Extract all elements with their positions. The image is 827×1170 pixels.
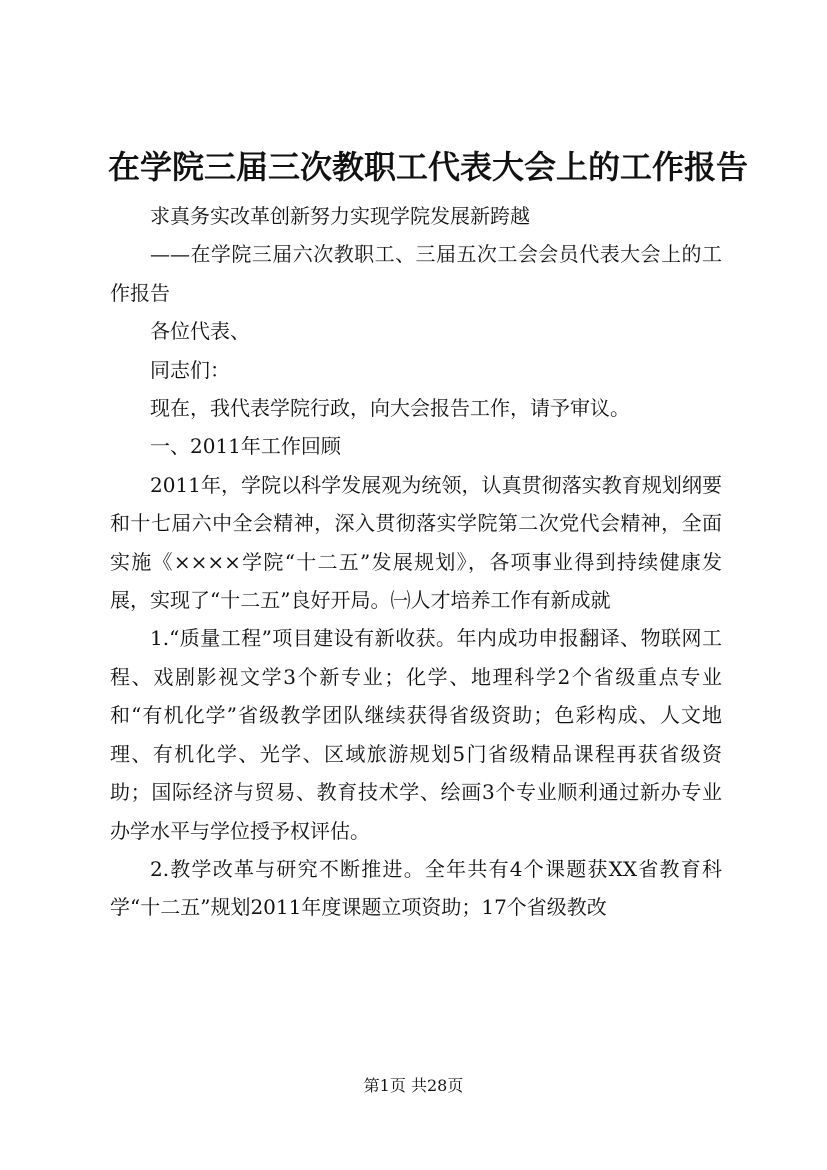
page-number-footer: 第1页 共28页 <box>363 1076 464 1095</box>
body-paragraph: 2011年，学院以科学发展观为统领，认真贯彻落实教育规划纲要和十七届六中全会精神，深入贯彻落实学院第二次党代会精神，全面实施《××××学院“十二五”发展规划》，各项事业得到持续健康发展，实现了“十二五”良好开局。㈠人才培养工作有新成就 <box>110 472 722 613</box>
body-paragraph: 2.教学改革与研究不断推进。全年共有4个课题获XX省教育科学“十二五”规划2011年度课题立项资助；17个省级教改 <box>110 856 722 920</box>
subtitle-dash-paragraph: ——在学院三届六次教职工、三届五次工会会员代表大会上的工作报告 <box>110 242 722 305</box>
section-heading: 一、2011年工作回顾 <box>150 434 341 459</box>
subtitle-paragraph: 求真务实改革创新努力实现学院发展新跨越 <box>150 204 530 228</box>
document-body <box>110 197 722 927</box>
intro-paragraph: 现在，我代表学院行政，向大会报告工作，请予审议。 <box>150 396 630 421</box>
body-paragraph: 1.“质量工程”项目建设有新收获。年内成功申报翻译、物联网工程、戏剧影视文学3个新专业；化学、地理科学2个省级重点专业和“有机化学”省级教学团队继续获得省级资助；色彩构成、人文地理、有机化学、光学、区域旅游规划5门省级精品课程再获省级资助；国际经济与贸易、教育技术学、绘画3个专业顺利通过新办专业办学水平与学位授予权评估。 <box>110 626 722 843</box>
salutation-paragraph: 同志们： <box>150 357 230 382</box>
salutation-paragraph: 各位代表、 <box>150 319 250 344</box>
document-title: 在学院三届三次教职工代表大会上的工作报告 <box>108 148 749 186</box>
